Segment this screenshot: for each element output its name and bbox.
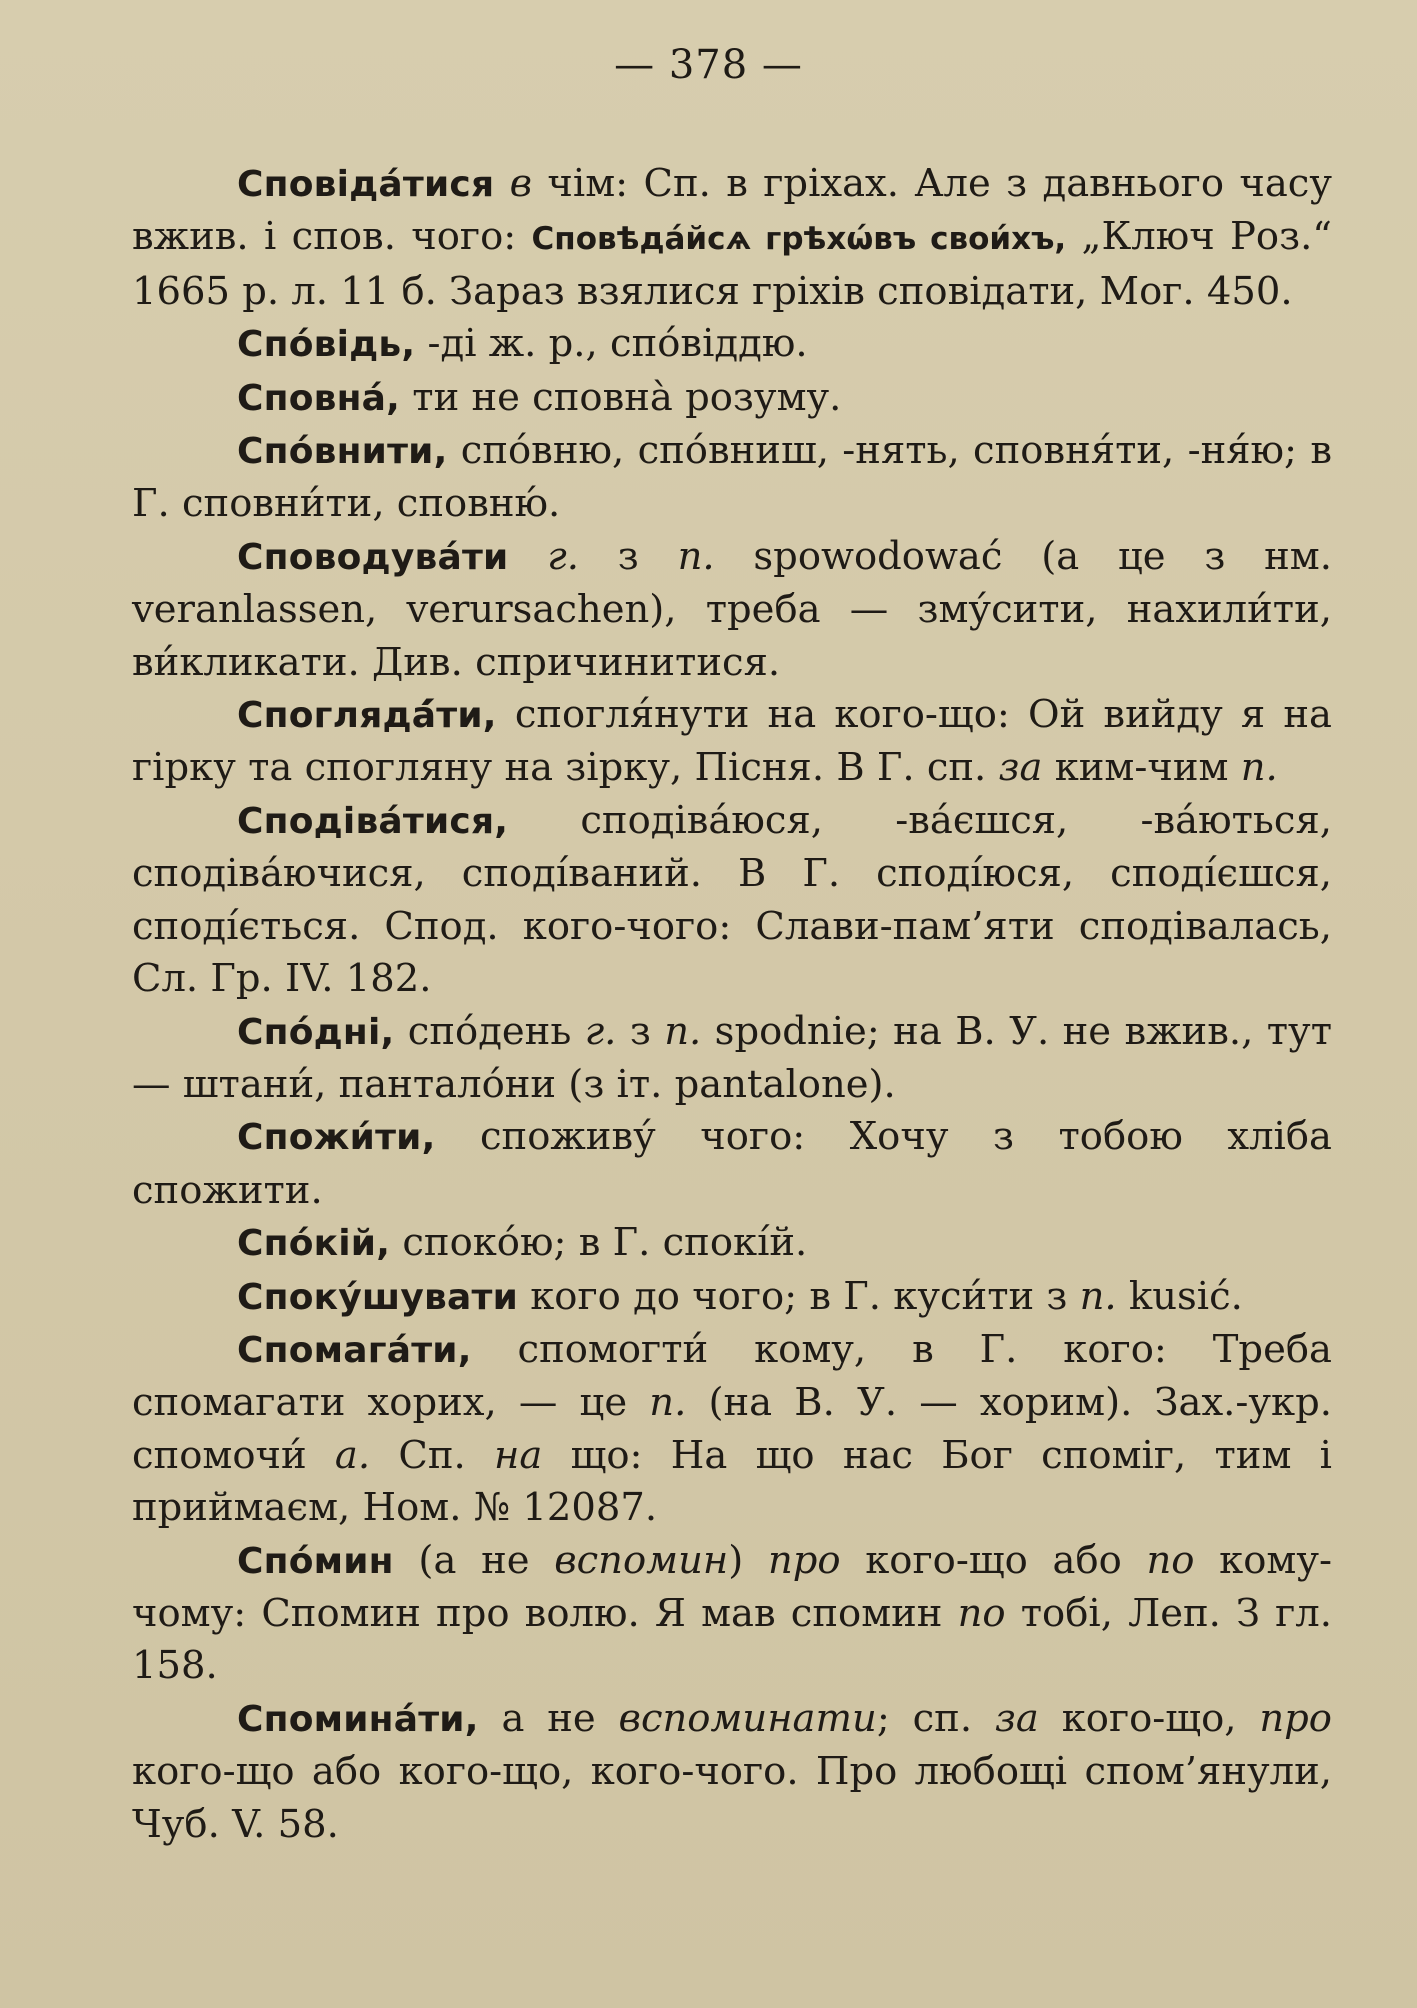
entry-text: спомогти́ кому, в Г. кого: Треба спомагати хорих, — це — [132, 1326, 1332, 1426]
entry-italic: по — [1146, 1537, 1195, 1583]
entry-headword: Спомага́ти, — [237, 1329, 472, 1371]
entry-headword: Сповна́, — [237, 377, 401, 419]
dictionary-entry — [132, 795, 1332, 1006]
dictionary-entry — [132, 1324, 1332, 1535]
entry-text: спо́вню, спо́вниш, -нять, сповня́ти, -ня́ю; в Г. сповни́ти, сповню́. — [132, 428, 1332, 527]
dictionary-entry — [132, 1693, 1332, 1851]
entry-text: kusić. — [1116, 1273, 1243, 1319]
entry-italic: в — [509, 161, 533, 206]
entry-italic: п. — [664, 1008, 702, 1054]
dictionary-entry — [132, 425, 1332, 531]
entry-text: кому-чому: Спомин про волю. Я мав спомин — [132, 1537, 1332, 1636]
dictionary-entry — [132, 1006, 1332, 1112]
dictionary-entry — [132, 1535, 1332, 1693]
entry-italic: г. — [547, 533, 579, 579]
entry-italic: а. — [334, 1432, 371, 1478]
dictionary-entry — [132, 531, 1332, 689]
dictionary-entry — [132, 689, 1332, 795]
entry-headword: Споглядá́ти, — [237, 695, 497, 737]
entry-text: „Ключ Роз.“ 1665 р. л. 11 б. Зараз взялися гріхів сповідати, Мог. 450. — [132, 214, 1332, 314]
entry-text: (а не — [393, 1537, 555, 1583]
entry-text: спогля́нути на кого-що: Ой вийду я на гірку та спогляну на зірку, Пісня. В Г. сп. — [132, 692, 1332, 791]
entry-text — [494, 161, 509, 206]
entry-italic: г. — [584, 1008, 617, 1054]
entry-headword: Спо́мин — [237, 1540, 394, 1582]
entry-italic: про — [767, 1537, 841, 1583]
entry-text: ким-чим — [1042, 745, 1241, 791]
entry-text — [508, 534, 547, 579]
entry-text: кого-що, — [1038, 1695, 1260, 1741]
entry-text: кого-що або кого-що, кого-чого. Про любощі спом’янули, Чуб. V. 58. — [132, 1749, 1332, 1847]
entry-text: з — [616, 1008, 665, 1054]
entry-italic: п. — [649, 1380, 687, 1426]
entry-headword: Спомина́ти, — [237, 1698, 479, 1740]
entry-text: сподіва́юся, -ва́єшся, -ва́ються, сподіва́ючися, сподíваний. В Г. сподíюся, сподíєшся, сподíється. Спод. кого-чого: Слави-пам’яти сподівалась, Сл. Гр. IV. 182. — [132, 797, 1332, 1002]
entry-headword: Спо́дні, — [237, 1011, 395, 1053]
entry-italic: на — [494, 1432, 543, 1478]
entry-italic: п. — [1079, 1273, 1117, 1319]
entry-text: тобі, Леп. З гл. 158. — [132, 1590, 1333, 1689]
dictionary-body — [132, 158, 1332, 1851]
entry-text: ) — [728, 1537, 768, 1583]
entry-text: з — [578, 533, 678, 579]
dictionary-entry — [132, 158, 1332, 318]
dictionary-entry — [132, 1111, 1332, 1217]
entry-text: кого до чого; в Г. куси́ти з — [518, 1273, 1080, 1319]
dictionary-entry — [132, 372, 1332, 425]
entry-text: споживу́ чого: Хочу з тобою хліба спожити. — [132, 1114, 1332, 1213]
entry-text: а не — [478, 1695, 619, 1741]
entry-italic: по — [957, 1590, 1006, 1636]
entry-italic: про — [1259, 1695, 1332, 1741]
entry-headword: Сподіва́тися, — [237, 800, 509, 842]
entry-headword: Сповіда́тися — [237, 164, 495, 205]
entry-text: spodnie; на В. У. не вжив., тут — штани́, пантало́ни (з іт. pantalone). — [132, 1008, 1332, 1107]
entry-italic: вспоминати — [618, 1695, 877, 1741]
entry-text: що: На що нас Бог споміг, тим і приймаєм, Ном. № 12087. — [132, 1432, 1332, 1531]
entry-text: -ді ж. р., спо́віддю. — [415, 321, 808, 367]
entry-text: ; сп. — [876, 1695, 995, 1741]
entry-text: spowodować (а це з нм. veranlassen, verursachen), треба — зму́сити, нахили́ти, ви́кликати. Див. спричинитися. — [132, 533, 1332, 685]
entry-text: ти не сповна̀ розуму. — [400, 374, 842, 420]
entry-text: спо́день — [394, 1008, 585, 1054]
entry-headword: Споку́шувати — [237, 1276, 518, 1318]
entry-italic: п. — [677, 533, 715, 579]
entry-text: чім: Сп. в гріхах. Але з давнього часу вжив. і спов. чого: — [132, 161, 1332, 260]
church-slavonic-quote: Сповѣда́йсѧ грѣхѡ́въ свои́хъ, — [531, 221, 1067, 258]
entry-italic: вспомин — [554, 1537, 729, 1583]
page-number: — 378 — — [614, 42, 803, 88]
entry-italic: за — [998, 745, 1043, 791]
entry-text: (на В. У. — хорим). Зах.-укр. спомочи́ — [132, 1380, 1332, 1478]
entry-headword: Спо́кій, — [237, 1223, 391, 1265]
entry-text: Сп. — [370, 1432, 494, 1478]
entry-headword: Спо́внити, — [237, 431, 448, 473]
entry-text: кого-що або — [840, 1537, 1147, 1583]
dictionary-entry — [132, 1271, 1332, 1324]
entry-text: споко́ю; в Г. спокíй. — [390, 1220, 808, 1266]
entry-italic: п. — [1240, 745, 1278, 791]
entry-headword: Спожи́ти, — [237, 1117, 436, 1159]
entry-headword: Споводува́ти — [237, 536, 509, 578]
dictionary-entry — [132, 318, 1332, 371]
entry-headword: Спо́відь, — [237, 324, 416, 366]
entry-italic: за — [994, 1695, 1039, 1741]
dictionary-entry — [132, 1217, 1332, 1270]
